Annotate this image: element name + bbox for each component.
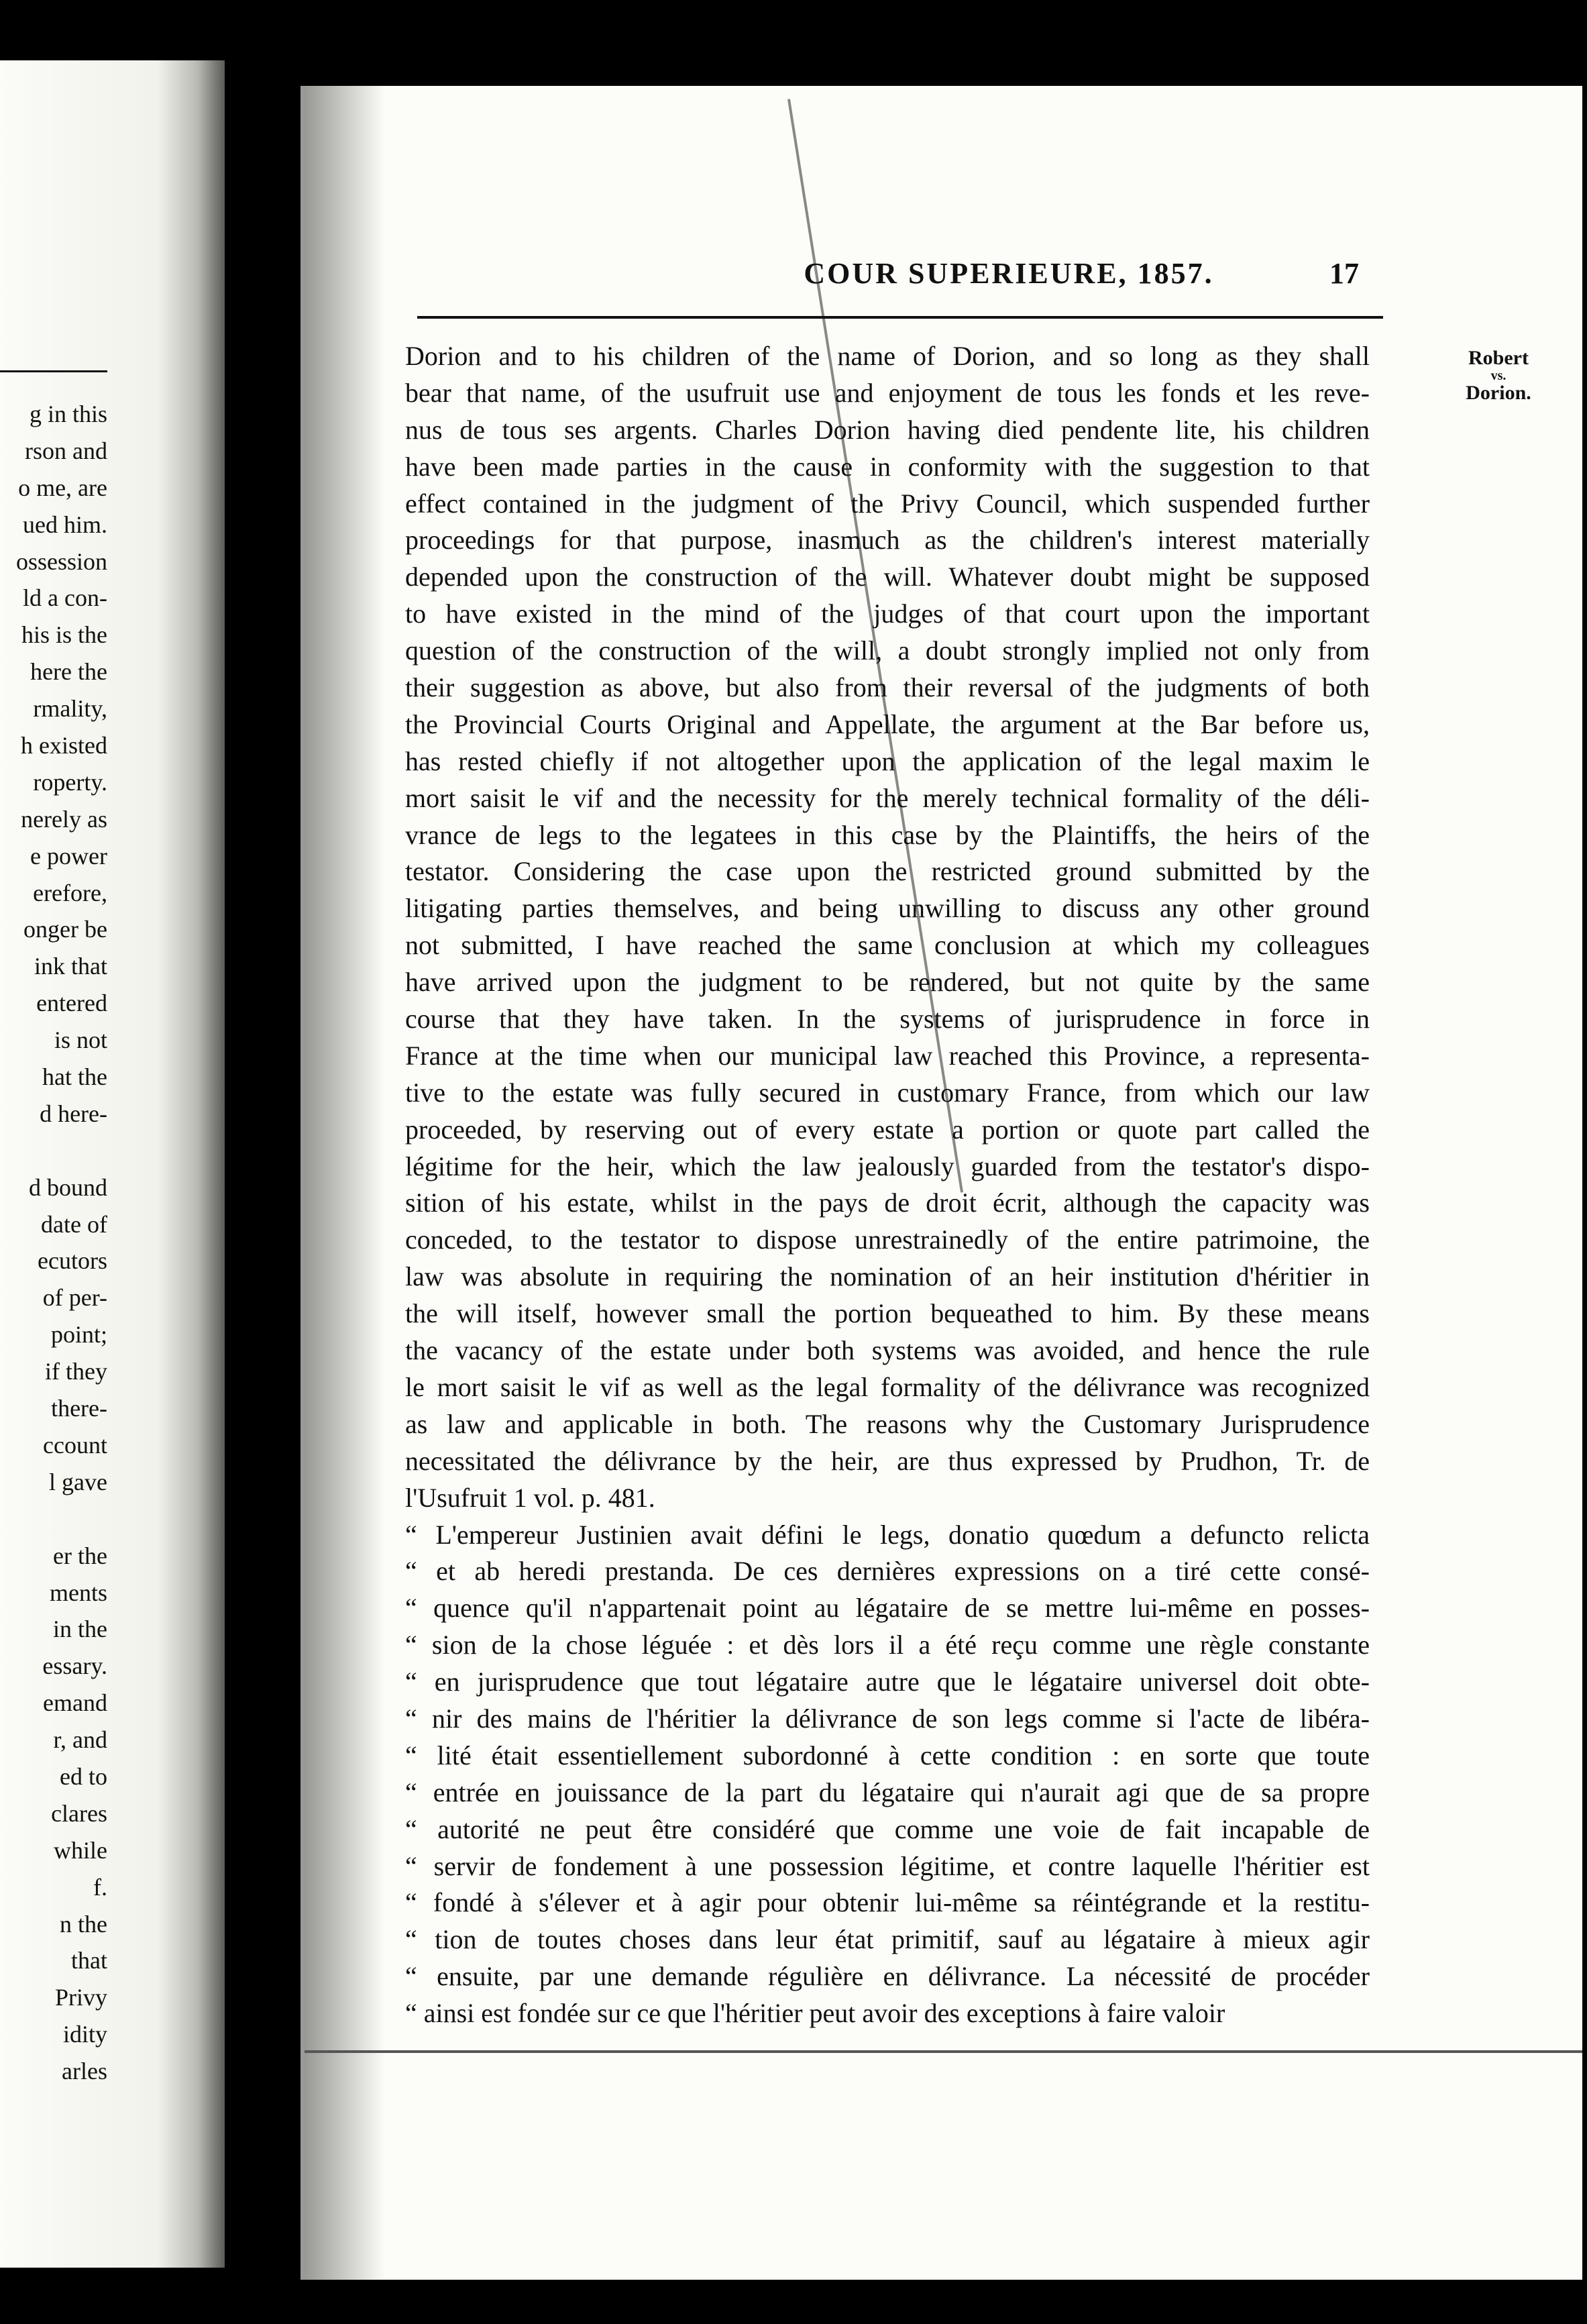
left-page-line: ued him. xyxy=(23,511,107,538)
left-page-line: his is the xyxy=(21,621,107,649)
left-page-rule xyxy=(0,370,107,372)
body-line: “ L'empereur Justinien avait défini le legs, donatio quœdum a defuncto relicta xyxy=(405,1519,1370,1550)
body-line: testator. Considering the case upon the restricted ground submitted by the xyxy=(405,856,1370,887)
case-margin-note xyxy=(1418,346,1579,405)
body-line: their suggestion as above, but also from their reversal of the judgments of both xyxy=(405,672,1370,703)
left-page-line: point; xyxy=(50,1321,107,1349)
body-line: “ quence qu'il n'appartenait point au légataire de se mettre lui-même en posses- xyxy=(405,1593,1370,1624)
left-page-line xyxy=(0,1132,107,1169)
body-line: not submitted, I have reached the same conclusion at which my colleagues xyxy=(405,930,1370,961)
left-page-line: emand xyxy=(43,1689,107,1717)
body-line: “ entrée en jouissance de la part du légataire qui n'aurait agi que de sa propre xyxy=(405,1777,1370,1807)
body-line: tive to the estate was fully secured in customary France, from which our law xyxy=(405,1077,1370,1108)
body-line: depended upon the construction of the will. Whatever doubt might be supposed xyxy=(405,562,1370,592)
body-line: mort saisit le vif and the necessity for the merely technical formality of the déli- xyxy=(405,782,1370,813)
page-edge-shadow xyxy=(305,86,385,2280)
left-page-line: ccount xyxy=(43,1431,107,1459)
left-page-line: rmality, xyxy=(33,695,107,723)
body-line: légitime for the heir, which the law jealously guarded from the testator's dispo- xyxy=(405,1151,1370,1181)
margin-plaintiff: Robert xyxy=(1468,347,1529,369)
left-page-line: of per- xyxy=(42,1284,107,1312)
body-line: law was absolute in requiring the nomination of an heir institution d'héritier in xyxy=(405,1261,1370,1292)
body-line: nus de tous ses argents. Charles Dorion having died pendente lite, his children xyxy=(405,414,1370,445)
left-page-line: Privy xyxy=(54,1984,107,2011)
body-line: litigating parties themselves, and being unwilling to discuss any other ground xyxy=(405,893,1370,924)
body-text xyxy=(405,338,1370,2032)
left-page-line: here the xyxy=(30,658,107,686)
main-page xyxy=(300,86,1582,2280)
left-page-line: ld a con- xyxy=(23,584,107,612)
body-line: “ servir de fondement à une possession légitime, et contre laquelle l'héritier est xyxy=(405,1850,1370,1881)
left-page-line: h existed xyxy=(21,732,107,759)
left-page-line: while xyxy=(54,1836,107,1864)
left-page-line: idity xyxy=(62,2021,107,2048)
left-page-line: ed to xyxy=(60,1762,107,1790)
body-line: have been made parties in the cause in conformity with the suggestion to that xyxy=(405,451,1370,482)
left-page-line: entered xyxy=(36,990,107,1017)
page-number: 17 xyxy=(1329,257,1359,290)
body-line: “ sion de la chose léguée : et dès lors il a été reçu comme une règle constante xyxy=(405,1630,1370,1660)
body-line: as law and applicable in both. The reasons why the Customary Jurisprudence xyxy=(405,1408,1370,1439)
left-page-line: onger be xyxy=(23,916,107,943)
body-line: question of the construction of the will, a doubt strongly implied not only from xyxy=(405,635,1370,666)
body-line: “ et ab heredi prestanda. De ces dernières expressions on a tiré cette consé- xyxy=(405,1556,1370,1587)
margin-vs: vs. xyxy=(1490,368,1507,383)
body-line: “ en jurisprudence que tout légataire autre que le légataire universel doit obte- xyxy=(405,1667,1370,1697)
body-line: to have existed in the mind of the judges of that court upon the important xyxy=(405,598,1370,629)
left-page-line: is not xyxy=(54,1026,107,1054)
header-rule xyxy=(417,316,1383,319)
left-page-line: g in this xyxy=(29,401,107,427)
body-line: conceded, to the testator to dispose unrestrainedly of the entire patrimoine, the xyxy=(405,1224,1370,1255)
left-page-line: arles xyxy=(62,2058,107,2085)
body-line: France at the time when our municipal law reached this Province, a representa- xyxy=(405,1040,1370,1071)
left-page-line: l gave xyxy=(49,1468,107,1495)
scan-rule-line xyxy=(305,2050,1582,2053)
left-page-line: r, and xyxy=(53,1726,107,1754)
left-page-line: er the xyxy=(53,1542,107,1569)
left-page-line: there- xyxy=(51,1395,107,1422)
body-line: the vacancy of the estate under both systems was avoided, and hence the rule xyxy=(405,1335,1370,1366)
left-page-line: that xyxy=(71,1947,107,1974)
left-page-line: o me, are xyxy=(18,474,107,501)
body-line: proceeded, by reserving out of every estate a portion or quote part called the xyxy=(405,1114,1370,1145)
body-line: course that they have taken. In the systems of jurisprudence in force in xyxy=(405,1004,1370,1035)
left-page-line xyxy=(0,1501,107,1538)
left-page-line: date of xyxy=(41,1210,107,1238)
body-line: proceedings for that purpose, inasmuch as the children's interest materially xyxy=(405,525,1370,556)
left-page-line: essary. xyxy=(42,1652,107,1680)
body-line: le mort saisit le vif as well as the legal formality of the délivrance was recognized xyxy=(405,1371,1370,1402)
left-page-line: nerely as xyxy=(21,805,107,833)
left-page-line: e power xyxy=(30,842,107,869)
body-line: bear that name, of the usufruit use and enjoyment de tous les fonds et les reve- xyxy=(405,377,1370,408)
left-page-line: rson and xyxy=(25,437,107,464)
body-line: “ nir des mains de l'héritier la délivrance de son legs comme si l'acte de libéra- xyxy=(405,1703,1370,1734)
left-page-line: ecutors xyxy=(38,1247,107,1275)
left-page-line: in the xyxy=(53,1616,107,1643)
body-line: “ autorité ne peut être considéré que comme une voie de fait incapable de xyxy=(405,1813,1370,1844)
left-page-line: erefore, xyxy=(33,879,107,906)
left-page-line: roperty. xyxy=(33,768,107,796)
running-title: COUR SUPERIEURE, 1857. xyxy=(804,257,1214,290)
left-page-line: hat the xyxy=(42,1063,107,1091)
body-line: vrance de legs to the legatees in this case by the Plaintiffs, the heirs of the xyxy=(405,819,1370,850)
body-line: the Provincial Courts Original and Appellate, the argument at the Bar before us, xyxy=(405,708,1370,739)
left-page-line: d bound xyxy=(29,1173,107,1201)
left-page-text xyxy=(0,396,107,2090)
left-facing-page xyxy=(0,60,225,2268)
body-line: “ fondé à s'élever et à agir pour obtenir lui-même sa réintégrande et la restitu- xyxy=(405,1887,1370,1918)
left-page-line: d here- xyxy=(40,1100,107,1127)
body-line: “ ensuite, par une demande régulière en délivrance. La nécessité de procéder xyxy=(405,1961,1370,1992)
left-page-line: ossession xyxy=(15,547,107,575)
left-page-line: clares xyxy=(51,1799,107,1827)
body-line: have arrived upon the judgment to be rendered, but not quite by the same xyxy=(405,967,1370,998)
body-line: “ lité était essentiellement subordonné à cette condition : en sorte que toute xyxy=(405,1740,1370,1771)
body-line: Dorion and to his children of the name of Dorion, and so long as they shall xyxy=(405,341,1370,371)
body-line: necessitated the délivrance by the heir, are thus expressed by Prudhon, Tr. de xyxy=(405,1445,1370,1476)
body-line: sition of his estate, whilst in the pays de droit écrit, although the capacity was xyxy=(405,1187,1370,1218)
body-line: “ tion de toutes choses dans leur état primitif, sauf au légataire à mieux agir xyxy=(405,1924,1370,1955)
left-page-line: ments xyxy=(50,1579,107,1606)
margin-defendant: Dorion. xyxy=(1466,382,1531,404)
body-line: l'Usufruit 1 vol. p. 481. xyxy=(405,1482,655,1513)
left-page-line: if they xyxy=(45,1358,107,1385)
body-line: effect contained in the judgment of the Privy Council, which suspended further xyxy=(405,488,1370,519)
left-page-line: ink that xyxy=(34,953,107,980)
body-line: the will itself, however small the portion bequeathed to him. By these means xyxy=(405,1298,1370,1329)
body-line: has rested chiefly if not altogether upon the application of the legal maxim le xyxy=(405,745,1370,776)
body-line: “ ainsi est fondée sur ce que l'héritier peut avoir des exceptions à faire valoir xyxy=(405,1998,1225,2029)
left-page-line: n the xyxy=(60,1910,107,1938)
left-page-line: f. xyxy=(93,1873,107,1901)
